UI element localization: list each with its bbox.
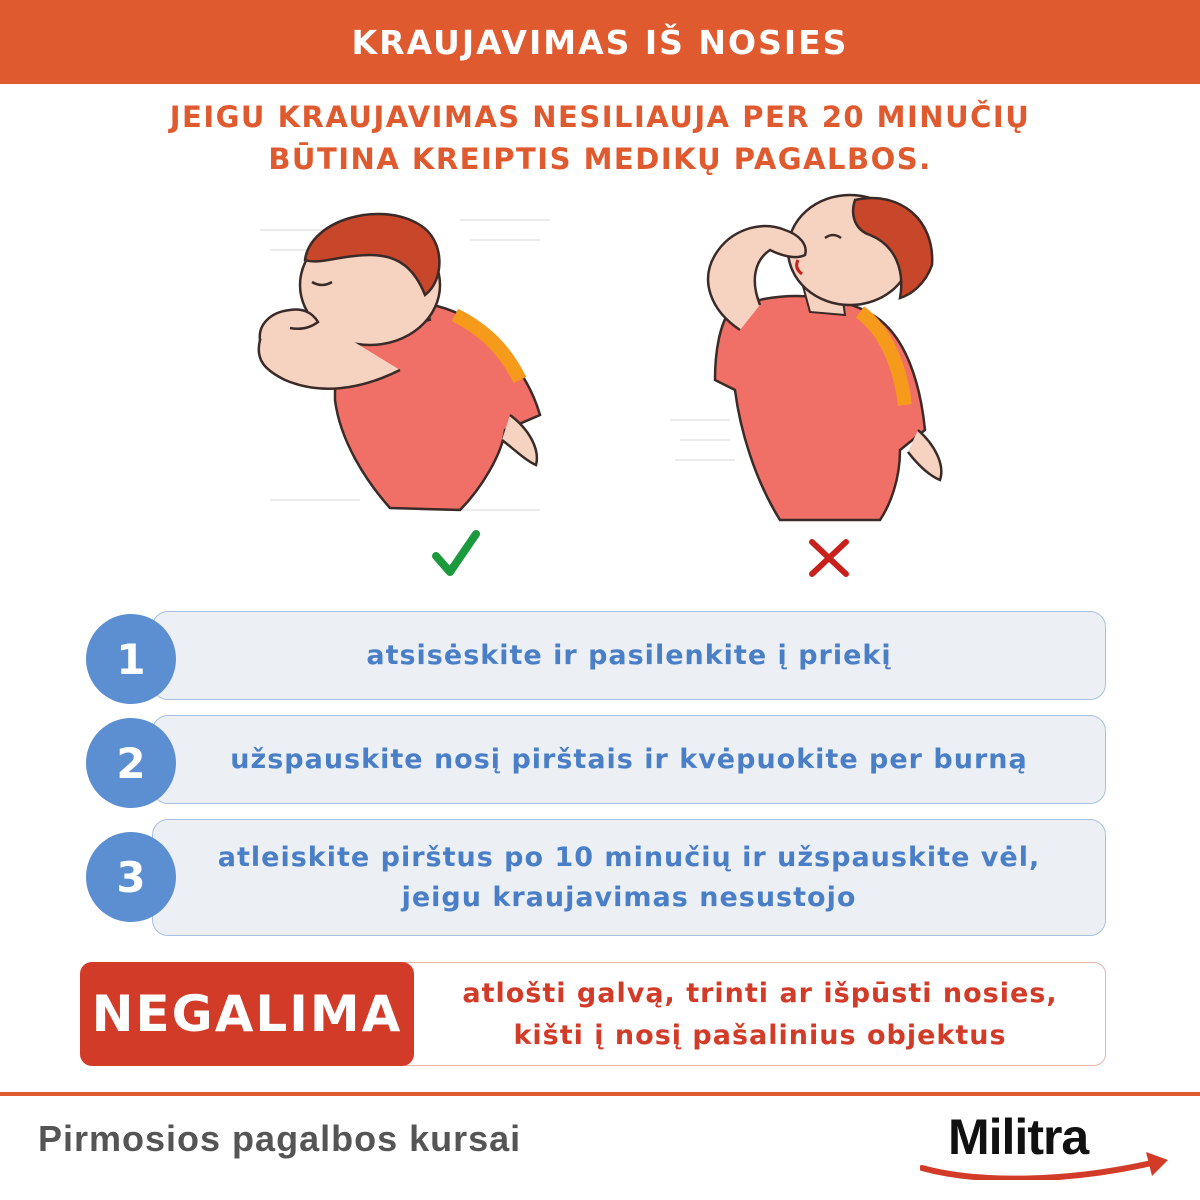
step-number-badge-1: 1: [86, 614, 176, 704]
step-2-text: užspauskite nosį pirštais ir kvėpuokite per burną: [230, 743, 1028, 775]
step-card-2: [152, 715, 1106, 804]
logo-swoosh-icon: [920, 1148, 1170, 1180]
header-banner: [0, 0, 1200, 84]
man-leaning-forward-illustration: [240, 200, 570, 530]
step-3-text-line-2: jeigu kraujavimas nesustojo: [401, 881, 857, 913]
footer-course-name: Pirmosios pagalbos kursai: [38, 1118, 522, 1159]
prohibited-text: [420, 970, 1100, 1060]
man-tilting-head-back-illustration: [660, 190, 960, 530]
step-number-badge-3: 3: [86, 832, 176, 922]
step-3-text-line-1: atleiskite pirštus po 10 minučių ir užspauskite vėl,: [217, 841, 1041, 873]
check-icon: [432, 528, 480, 580]
cross-icon: [806, 538, 852, 578]
footer-divider: [0, 1092, 1200, 1096]
page-title: KRAUJAVIMAS IŠ NOSIES: [351, 22, 849, 62]
warning-message: [0, 96, 1200, 180]
step-1-text: atsisėskite ir pasilenkite į priekį: [366, 639, 892, 671]
step-number-badge-2: 2: [86, 718, 176, 808]
militra-logo: [920, 1108, 1170, 1180]
warning-line-2: BŪTINA KREIPTIS MEDIKŲ PAGALBOS.: [268, 142, 932, 176]
warning-line-1: JEIGU KRAUJAVIMAS NESILIAUJA PER 20 MINUČIŲ: [169, 100, 1031, 134]
step-card-1: [152, 611, 1106, 700]
prohibited-line-2: kišti į nosį pašalinius objektus: [513, 1020, 1007, 1051]
prohibited-line-1: atlošti galvą, trinti ar išpūsti nosies,: [462, 978, 1058, 1009]
logo-wordmark: Militra: [948, 1109, 1089, 1165]
step-card-3: [152, 819, 1106, 936]
prohibited-badge: NEGALIMA: [80, 962, 414, 1066]
